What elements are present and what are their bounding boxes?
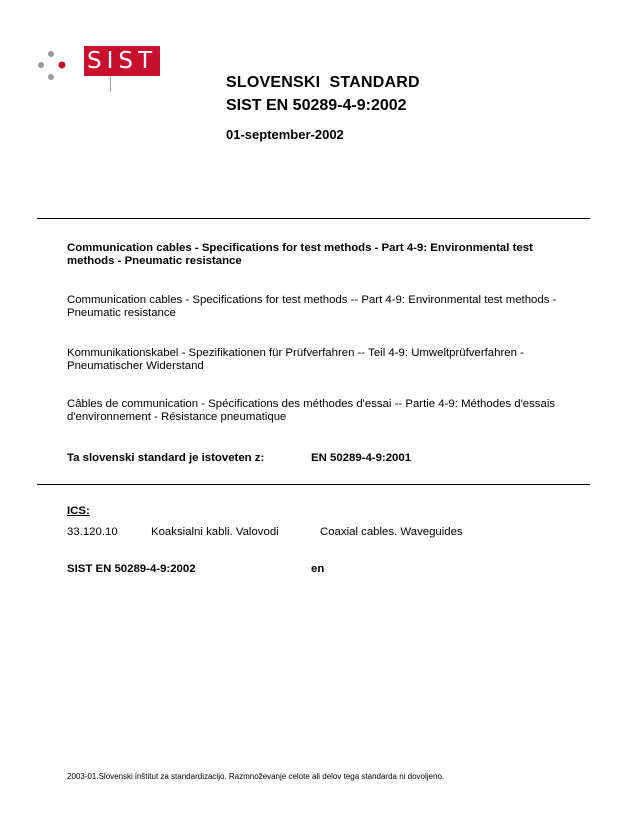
identity-value: EN 50289-4-9:2001: [311, 452, 412, 464]
ics-description-sl: Koaksialni kabli. Valovodi: [151, 526, 279, 538]
identity-label: Ta slovenski standard je istoveten z:: [67, 452, 265, 464]
header-date: 01-september-2002: [226, 127, 344, 142]
title-de: Kommunikationskabel - Spezifikationen für Prüfverfahren -- Teil 4-9: Umweltprüfverfahren - Pneumatischer Widerstand: [67, 347, 524, 372]
sist-logo-dots-icon: [36, 50, 72, 86]
top-rule: [37, 218, 590, 219]
title-en: Communication cables - Specifications for test methods -- Part 4-9: Environmental test methods - Pneumatic resistance: [67, 294, 557, 319]
ics-code: 33.120.10: [67, 526, 118, 538]
title-fr: Câbles de communication - Spécifications des méthodes d'essai -- Partie 4-9: Méthodes d'essais d'environnement - Résistance pneumatique: [67, 398, 556, 423]
logo-divider: [110, 76, 111, 92]
bottom-rule: [37, 484, 590, 485]
header-title: SLOVENSKI STANDARD: [226, 74, 420, 91]
header-standard-code: SIST EN 50289-4-9:2002: [226, 97, 407, 114]
copyright-footer: 2003-01.Slovenski inštitut za standardizacijo. Razmnoževanje celote ali delov tega standarda ni dovoljeno.: [67, 772, 445, 781]
title-bold-en: Communication cables - Specifications for test methods - Part 4-9: Environmental test methods - Pneumatic resistance: [67, 242, 533, 267]
standard-language: en: [311, 563, 325, 575]
sist-logo: SIST: [84, 46, 160, 76]
ics-description-en: Coaxial cables. Waveguides: [320, 526, 463, 538]
standard-code: SIST EN 50289-4-9:2002: [67, 563, 196, 575]
ics-label: ICS:: [67, 505, 90, 517]
